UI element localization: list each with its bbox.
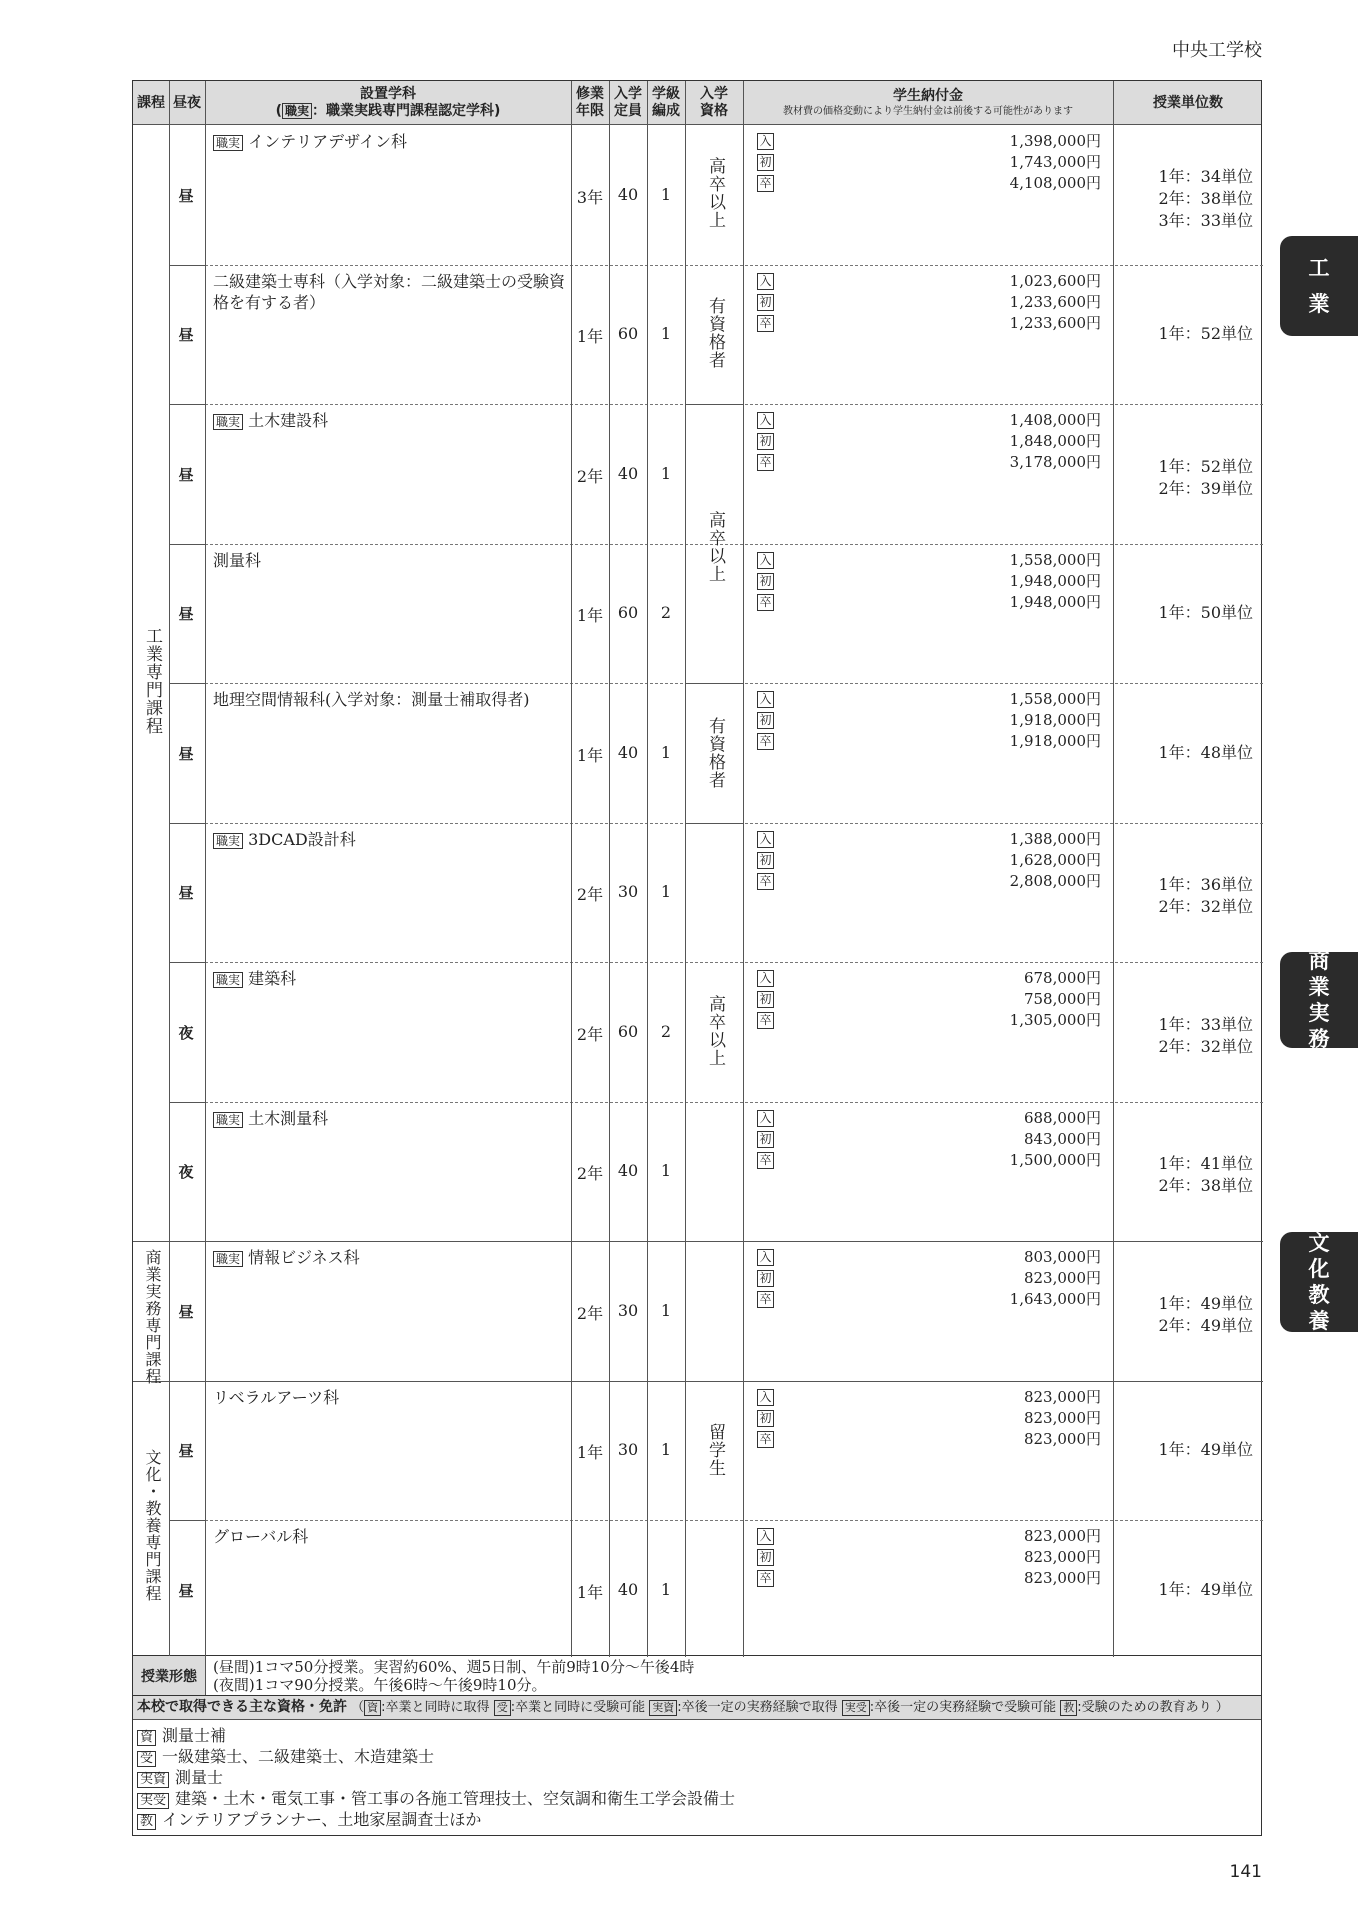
unit-line: 1年：41単位 bbox=[1158, 1154, 1253, 1174]
fee-key: 入 bbox=[757, 1389, 774, 1406]
unit-line: 1年：49単位 bbox=[1158, 1579, 1253, 1599]
fee-key: 初 bbox=[757, 1131, 774, 1148]
units bbox=[1158, 456, 1253, 500]
unit-line: 2年：38単位 bbox=[1158, 1176, 1253, 1196]
vocational-mark: 職実 bbox=[213, 972, 243, 988]
fee-key: 入 bbox=[757, 970, 774, 987]
fee-value: 1,233,600円 bbox=[1009, 313, 1101, 332]
capacity: 30 bbox=[617, 1440, 639, 1460]
fees bbox=[757, 1526, 1101, 1589]
study-years: 1年 bbox=[576, 327, 604, 347]
day-night: 夜 bbox=[178, 1163, 194, 1182]
table-row bbox=[133, 1241, 1261, 1381]
units bbox=[1158, 1014, 1253, 1058]
vocational-mark: 職実 bbox=[213, 1112, 243, 1128]
department-label: 地理空間情報科(入学対象：測量士補取得者) bbox=[213, 690, 530, 709]
qualification-0: 高卒以上 bbox=[705, 157, 725, 229]
units bbox=[1158, 1293, 1253, 1337]
header-department: 設置学科 ( 職実 ：職業実践専門課程認定学科) bbox=[275, 86, 501, 119]
fee-line bbox=[757, 271, 1101, 292]
day-night: 昼 bbox=[178, 186, 194, 205]
side-tab-commerce[interactable]: 商 業 実 務 bbox=[1280, 952, 1358, 1048]
table-row bbox=[133, 683, 1261, 823]
unit-line: 1年：50単位 bbox=[1158, 603, 1253, 623]
fee-line bbox=[757, 571, 1101, 592]
fee-key: 卒 bbox=[757, 1570, 774, 1587]
fee-value: 678,000円 bbox=[1023, 969, 1101, 987]
unit-line: 1年：49単位 bbox=[1158, 1440, 1253, 1460]
fee-line bbox=[757, 1108, 1101, 1129]
fee-value: 3,178,000円 bbox=[1009, 453, 1101, 471]
legend-key: 教 bbox=[1060, 1700, 1077, 1716]
fee-key: 初 bbox=[757, 1549, 774, 1566]
fee-line bbox=[757, 1150, 1101, 1171]
fee-key: 入 bbox=[757, 552, 774, 569]
department-label: 3DCAD設計科 bbox=[248, 829, 356, 849]
units bbox=[1158, 166, 1253, 232]
license-legend: （ 資 :卒業と同時に取得 受 :卒業と同時に受験可能 実資 :卒後一定の実務経験で取得 実受 :卒後一定の実務経験で受験可能 教 :受験のための教育あり ） bbox=[351, 1700, 1229, 1715]
legend-key: 資 bbox=[364, 1700, 381, 1716]
fee-line bbox=[757, 871, 1101, 892]
unit-line: 1年：52単位 bbox=[1158, 324, 1253, 344]
fee-key: 初 bbox=[757, 433, 774, 450]
study-years: 3年 bbox=[576, 187, 604, 207]
department-name bbox=[213, 271, 565, 313]
unit-line: 1年：49単位 bbox=[1158, 1293, 1253, 1313]
capacity: 40 bbox=[617, 742, 639, 762]
study-years: 2年 bbox=[576, 1164, 604, 1184]
fee-line bbox=[757, 592, 1101, 613]
unit-line: 1年：34単位 bbox=[1158, 166, 1253, 186]
header-units: 授業単位数 bbox=[1153, 94, 1223, 111]
fee-line bbox=[757, 1568, 1101, 1589]
capacity: 40 bbox=[617, 1161, 639, 1181]
class-count: 1 bbox=[660, 1161, 672, 1181]
vocational-mark: 職実 bbox=[282, 103, 312, 119]
day-night: 昼 bbox=[178, 1302, 194, 1321]
fee-key: 卒 bbox=[757, 594, 774, 611]
department-label: 土木測量科 bbox=[248, 1108, 329, 1128]
class-count: 1 bbox=[660, 1300, 672, 1320]
department-name bbox=[213, 968, 565, 989]
units bbox=[1158, 1579, 1253, 1601]
fee-key: 入 bbox=[757, 691, 774, 708]
table-row bbox=[133, 544, 1261, 684]
units bbox=[1158, 602, 1253, 624]
fee-key: 卒 bbox=[757, 315, 774, 332]
department-name bbox=[213, 550, 565, 571]
fees bbox=[757, 689, 1101, 752]
license-item bbox=[137, 1726, 226, 1746]
unit-line: 2年：49単位 bbox=[1158, 1315, 1253, 1335]
qualification-5: 留学生 bbox=[705, 1423, 725, 1477]
fee-value: 1,948,000円 bbox=[1009, 571, 1101, 590]
unit-line: 1年：48単位 bbox=[1158, 742, 1253, 762]
day-night: 昼 bbox=[178, 326, 194, 345]
capacity: 30 bbox=[617, 1300, 639, 1320]
fee-value: 843,000円 bbox=[1023, 1129, 1101, 1148]
header-qualification: 入学 資格 bbox=[700, 86, 728, 119]
license-text: 測量士 bbox=[175, 1768, 224, 1787]
fee-key: 入 bbox=[757, 133, 774, 150]
fee-value: 823,000円 bbox=[1023, 1269, 1101, 1287]
fee-value: 803,000円 bbox=[1023, 1248, 1101, 1266]
department-label: 測量科 bbox=[213, 550, 262, 570]
vocational-mark: 職実 bbox=[213, 414, 243, 430]
header-fees: 学生納付金 教材費の価格変動により学生納付金は前後する可能性があります bbox=[783, 88, 1073, 117]
side-tab-industry[interactable]: 工 業 bbox=[1280, 236, 1358, 336]
study-years: 2年 bbox=[576, 1024, 604, 1044]
fee-key: 初 bbox=[757, 573, 774, 590]
side-tab-culture[interactable]: 文 化 教 養 bbox=[1280, 1232, 1358, 1332]
header-daynight: 昼夜 bbox=[173, 94, 201, 111]
fee-line bbox=[757, 731, 1101, 752]
legend-key: 実資 bbox=[649, 1700, 677, 1716]
legend-text: :卒後一定の実務経験で取得 bbox=[677, 1700, 838, 1715]
header-course: 課程 bbox=[137, 94, 165, 111]
legend-key: 実受 bbox=[842, 1700, 870, 1716]
fee-key: 卒 bbox=[757, 1152, 774, 1169]
fee-key: 初 bbox=[757, 154, 774, 171]
fee-line bbox=[757, 173, 1101, 194]
legend-text: :卒業と同時に受験可能 bbox=[510, 1700, 646, 1715]
fees bbox=[757, 1387, 1101, 1450]
department-name bbox=[213, 1387, 565, 1408]
fee-line bbox=[757, 1408, 1101, 1429]
fee-line bbox=[757, 292, 1101, 313]
day-night: 昼 bbox=[178, 605, 194, 624]
fee-value: 1,558,000円 bbox=[1009, 690, 1101, 708]
fee-value: 2,808,000円 bbox=[1009, 871, 1101, 890]
units bbox=[1158, 1153, 1253, 1197]
study-years: 2年 bbox=[576, 1303, 604, 1323]
fee-value: 1,643,000円 bbox=[1009, 1290, 1101, 1308]
table-row bbox=[133, 1102, 1261, 1242]
fee-value: 823,000円 bbox=[1023, 1569, 1101, 1587]
table-row bbox=[133, 404, 1261, 544]
department-label: リベラルアーツ科 bbox=[213, 1387, 340, 1407]
fee-line bbox=[757, 1010, 1101, 1031]
header-classes: 学級 編成 bbox=[652, 86, 680, 119]
license-key: 実受 bbox=[137, 1793, 169, 1809]
capacity: 40 bbox=[617, 1579, 639, 1599]
fee-value: 823,000円 bbox=[1023, 1527, 1101, 1545]
fee-value: 1,388,000円 bbox=[1009, 829, 1101, 848]
class-count: 1 bbox=[660, 742, 672, 762]
department-name bbox=[213, 829, 565, 850]
unit-line: 2年：38単位 bbox=[1158, 188, 1253, 208]
study-years: 2年 bbox=[576, 466, 604, 486]
fee-value: 823,000円 bbox=[1023, 1429, 1101, 1448]
units bbox=[1158, 1439, 1253, 1461]
license-title: 本校で取得できる主な資格・免許 bbox=[137, 1699, 347, 1715]
fee-key: 初 bbox=[757, 852, 774, 869]
fee-value: 823,000円 bbox=[1023, 1408, 1101, 1427]
vocational-mark: 職実 bbox=[213, 1251, 243, 1267]
license-text: 一級建築士、二級建築士、木造建築士 bbox=[162, 1747, 435, 1766]
fee-key: 初 bbox=[757, 991, 774, 1008]
page-number: 141 bbox=[1229, 1862, 1262, 1882]
table-row bbox=[133, 1520, 1261, 1660]
department-label: 情報ビジネス科 bbox=[248, 1248, 360, 1267]
department-name bbox=[213, 131, 565, 152]
fee-value: 4,108,000円 bbox=[1009, 174, 1101, 192]
department-label: インテリアデザイン科 bbox=[248, 132, 407, 151]
fee-value: 758,000円 bbox=[1023, 990, 1101, 1008]
department-name bbox=[213, 689, 565, 710]
day-night: 昼 bbox=[178, 1442, 194, 1461]
table-row bbox=[133, 265, 1261, 405]
fee-key: 初 bbox=[757, 1270, 774, 1287]
fee-value: 1,848,000円 bbox=[1009, 432, 1101, 450]
department-name bbox=[213, 410, 565, 431]
fee-line bbox=[757, 1547, 1101, 1568]
fee-value: 1,743,000円 bbox=[1009, 153, 1101, 171]
class-format bbox=[132, 1656, 1262, 1696]
fee-line bbox=[757, 968, 1101, 989]
license-item bbox=[137, 1810, 481, 1830]
vocational-mark: 職実 bbox=[213, 833, 243, 849]
qualification-3: 有資格者 bbox=[705, 717, 725, 789]
department-label: 建築科 bbox=[248, 969, 297, 988]
qualification-4: 高卒以上 bbox=[705, 995, 725, 1067]
unit-line: 3年：33単位 bbox=[1158, 210, 1253, 230]
fee-line bbox=[757, 1268, 1101, 1289]
day-night: 昼 bbox=[178, 1581, 194, 1600]
class-count: 1 bbox=[660, 1579, 672, 1599]
legend-text: :卒後一定の実務経験で受験可能 bbox=[869, 1700, 1057, 1715]
capacity: 60 bbox=[617, 603, 639, 623]
fee-key: 入 bbox=[757, 273, 774, 290]
study-years: 1年 bbox=[576, 745, 604, 765]
capacity: 40 bbox=[617, 184, 639, 204]
fee-value: 1,233,600円 bbox=[1009, 292, 1101, 311]
fees bbox=[757, 968, 1101, 1031]
fee-value: 688,000円 bbox=[1023, 1108, 1101, 1127]
fee-key: 入 bbox=[757, 1528, 774, 1545]
header-capacity: 入学 定員 bbox=[614, 86, 642, 119]
class-count: 1 bbox=[660, 1440, 672, 1460]
qualification-2: 高卒以上 bbox=[705, 511, 725, 583]
units bbox=[1158, 323, 1253, 345]
fee-line bbox=[757, 550, 1101, 571]
capacity: 30 bbox=[617, 882, 639, 902]
fee-key: 初 bbox=[757, 712, 774, 729]
legend-text: :受験のための教育あり bbox=[1077, 1700, 1212, 1715]
school-name: 中央工学校 bbox=[1172, 40, 1262, 61]
unit-line: 2年：32単位 bbox=[1158, 897, 1253, 917]
license-header bbox=[133, 1696, 1261, 1720]
fees bbox=[757, 410, 1101, 473]
capacity: 40 bbox=[617, 463, 639, 483]
department-name bbox=[213, 1247, 565, 1268]
fee-key: 卒 bbox=[757, 1431, 774, 1448]
license-key: 教 bbox=[137, 1814, 156, 1830]
study-years: 2年 bbox=[576, 885, 604, 905]
course-culture: 文化・教養専門課程 bbox=[143, 1449, 162, 1602]
class-count: 1 bbox=[660, 324, 672, 344]
fee-line bbox=[757, 313, 1101, 334]
class-count: 1 bbox=[660, 463, 672, 483]
fee-line bbox=[757, 410, 1101, 431]
department-label: グローバル科 bbox=[213, 1527, 309, 1546]
license-item bbox=[137, 1789, 735, 1809]
study-years: 1年 bbox=[576, 606, 604, 626]
fee-key: 初 bbox=[757, 1410, 774, 1427]
fee-line bbox=[757, 850, 1101, 871]
fee-line bbox=[757, 452, 1101, 473]
vocational-mark: 職実 bbox=[213, 135, 243, 151]
fee-line bbox=[757, 1387, 1101, 1408]
class-count: 1 bbox=[660, 184, 672, 204]
table-row bbox=[133, 125, 1261, 265]
unit-line: 2年：32単位 bbox=[1158, 1036, 1253, 1056]
unit-line: 1年：52単位 bbox=[1158, 456, 1253, 476]
unit-line: 1年：36単位 bbox=[1158, 875, 1253, 895]
fee-key: 入 bbox=[757, 412, 774, 429]
fee-key: 卒 bbox=[757, 733, 774, 750]
class-count: 2 bbox=[660, 1021, 672, 1041]
course-industry: 工業専門課程 bbox=[142, 627, 162, 735]
fee-line bbox=[757, 131, 1101, 152]
study-years: 1年 bbox=[576, 1582, 604, 1602]
fee-line bbox=[757, 1129, 1101, 1150]
department-label: 土木建設科 bbox=[248, 411, 329, 430]
unit-line: 1年：33単位 bbox=[1158, 1014, 1253, 1034]
license-text: インテリアプランナー、土地家屋調査士ほか bbox=[162, 1810, 482, 1829]
class-count: 2 bbox=[660, 603, 672, 623]
fees bbox=[757, 550, 1101, 613]
fee-line bbox=[757, 829, 1101, 850]
class-count: 1 bbox=[660, 882, 672, 902]
class-format-text: (昼間)1コマ50分授業。実習約60%、週5日制、午前9時10分～午後4時 (夜間)1コマ90分授業。午後6時～午後9時10分。 bbox=[213, 1658, 695, 1694]
day-night: 昼 bbox=[178, 744, 194, 763]
fee-value: 823,000円 bbox=[1023, 1387, 1101, 1406]
fees bbox=[757, 1247, 1101, 1310]
fee-value: 1,948,000円 bbox=[1009, 592, 1101, 611]
license-item bbox=[137, 1747, 434, 1767]
fee-value: 1,408,000円 bbox=[1009, 411, 1101, 429]
table-row bbox=[133, 823, 1261, 963]
fee-key: 卒 bbox=[757, 175, 774, 192]
fee-key: 卒 bbox=[757, 1012, 774, 1029]
fee-line bbox=[757, 1247, 1101, 1268]
fees bbox=[757, 131, 1101, 194]
capacity: 60 bbox=[617, 1021, 639, 1041]
fee-line bbox=[757, 431, 1101, 452]
fee-value: 1,918,000円 bbox=[1009, 732, 1101, 750]
course-table bbox=[132, 80, 1262, 1656]
fee-value: 1,628,000円 bbox=[1009, 850, 1101, 869]
fee-line bbox=[757, 1429, 1101, 1450]
fee-value: 1,918,000円 bbox=[1009, 711, 1101, 729]
header-years: 修業 年限 bbox=[576, 86, 604, 119]
fee-line bbox=[757, 1289, 1101, 1310]
license-key: 資 bbox=[137, 1730, 156, 1746]
units bbox=[1158, 874, 1253, 918]
unit-line: 2年：39単位 bbox=[1158, 478, 1253, 498]
license-item bbox=[137, 1768, 223, 1788]
license-section bbox=[132, 1696, 1262, 1836]
fee-key: 卒 bbox=[757, 1291, 774, 1308]
class-format-label: 授業形態 bbox=[133, 1656, 206, 1695]
fee-value: 1,398,000円 bbox=[1009, 132, 1101, 150]
license-text: 建築・土木・電気工事・管工事の各施工管理技士、空気調和衛生工学会設備士 bbox=[175, 1789, 736, 1808]
fees bbox=[757, 829, 1101, 892]
table-row bbox=[133, 1381, 1261, 1521]
fees bbox=[757, 271, 1101, 334]
capacity: 60 bbox=[617, 324, 639, 344]
license-key: 受 bbox=[137, 1751, 156, 1767]
fees bbox=[757, 1108, 1101, 1171]
department-name bbox=[213, 1108, 565, 1129]
fee-key: 入 bbox=[757, 1249, 774, 1266]
units bbox=[1158, 742, 1253, 764]
department-name bbox=[213, 1526, 565, 1547]
fee-value: 1,500,000円 bbox=[1009, 1150, 1101, 1169]
day-night: 昼 bbox=[178, 884, 194, 903]
fee-key: 卒 bbox=[757, 873, 774, 890]
legend-text: :卒業と同時に取得 bbox=[381, 1700, 490, 1715]
fee-value: 1,023,600円 bbox=[1009, 271, 1101, 290]
fee-value: 1,558,000円 bbox=[1009, 550, 1101, 569]
fee-key: 入 bbox=[757, 831, 774, 848]
fee-key: 初 bbox=[757, 294, 774, 311]
study-years: 1年 bbox=[576, 1443, 604, 1463]
fee-key: 入 bbox=[757, 1110, 774, 1127]
fee-line bbox=[757, 152, 1101, 173]
department-label: 二級建築士専科（入学対象：二級建築士の受験資格を有する者） bbox=[213, 271, 566, 312]
qualification-1: 有資格者 bbox=[705, 297, 725, 369]
fee-line bbox=[757, 710, 1101, 731]
course-commerce: 商業実務専門課程 bbox=[143, 1249, 162, 1385]
license-text: 測量士補 bbox=[162, 1726, 227, 1745]
license-key: 実資 bbox=[137, 1772, 169, 1788]
fee-line bbox=[757, 689, 1101, 710]
fee-line bbox=[757, 1526, 1101, 1547]
legend-key: 受 bbox=[494, 1700, 511, 1716]
fee-line bbox=[757, 989, 1101, 1010]
fee-value: 823,000円 bbox=[1023, 1548, 1101, 1566]
fee-key: 卒 bbox=[757, 454, 774, 471]
table-row bbox=[133, 962, 1261, 1102]
fee-value: 1,305,000円 bbox=[1009, 1011, 1101, 1029]
day-night: 夜 bbox=[178, 1023, 194, 1042]
day-night: 昼 bbox=[178, 465, 194, 484]
